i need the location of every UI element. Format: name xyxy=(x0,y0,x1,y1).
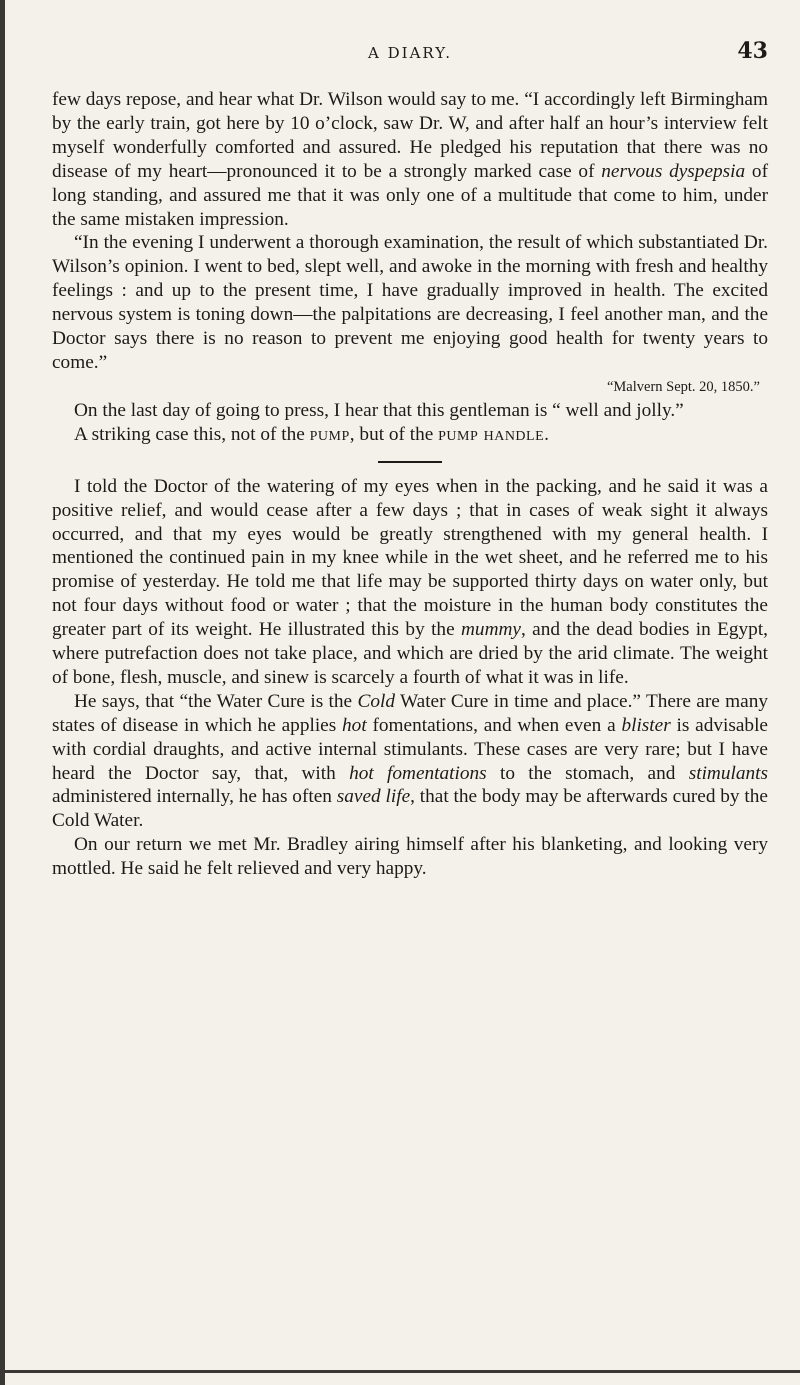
section-divider xyxy=(378,461,442,463)
italic-text: hot fomentations xyxy=(349,762,487,784)
text-run: fomentations, and when even a xyxy=(366,714,622,736)
text-run: few days repose, and hear what Dr. Wilson would say to me. “I accordingly left Birmingham by the early train, got here by 10 o’clock, saw Dr. W, and after half an hour’s interview felt myself wonderfully comforted and assured. He pledged his reputation that there was no disease of my heart—pronounced it to be a strongly marked case of xyxy=(52,89,768,182)
text-run: Water Cure in time and place.” There are many states of disease in which he applies xyxy=(52,690,768,736)
page-edge-shadow xyxy=(0,0,5,1385)
letter-signature: “Malvern Sept. 20, 1850.” xyxy=(606,378,760,395)
text-run: He says, that “the Water Cure is the xyxy=(74,690,358,712)
italic-text: stimulants xyxy=(688,762,768,784)
text-run: administered internally, he has often xyxy=(52,786,337,808)
paragraph-letter-continuation xyxy=(52,88,768,231)
italic-text: mummy xyxy=(461,619,521,641)
paragraph-press: On the last day of going to press, I hear that this gentleman is “ well and jolly.” xyxy=(74,399,684,421)
italic-text: nervous dyspepsia xyxy=(601,160,746,182)
text-run: A striking case this, not of the xyxy=(74,423,310,445)
italic-text: Cold xyxy=(357,690,395,712)
italic-text: saved life xyxy=(336,786,411,808)
text-run: , that the body may be afterwards cured by the Cold Water. xyxy=(52,786,768,832)
page-number: 43 xyxy=(737,38,768,64)
text-run: . xyxy=(544,423,549,445)
body-text xyxy=(52,88,768,881)
small-caps-text: pump xyxy=(309,423,350,445)
text-run: , but of the xyxy=(349,423,439,445)
italic-text: hot xyxy=(342,714,367,736)
paragraph-water-cure xyxy=(52,690,768,833)
text-run: , and the dead bodies in Egypt, where putrefaction does not take place, and which are dried by the arid climate. The weight of bone, flesh, muscle, and sinew is scarcely a fourth of what it was in life. xyxy=(52,619,768,688)
small-caps-text: pump handle xyxy=(438,423,545,445)
page-bottom-edge xyxy=(0,1370,800,1373)
book-page xyxy=(52,38,768,881)
page-header xyxy=(52,38,768,72)
paragraph-evening: “In the evening I underwent a thorough examination, the result of which substantiated Dr. Wilson’s opinion. I went to bed, slept well, and awoke in the morning with fresh and healthy feelings : and up to the present time, I have gradually improved in health. The excited nervous system is toning down—the palpitations are decreasing, I feel another man, and the Doctor says there is no reason to prevent me enjoying good health for twenty years to come.” xyxy=(52,232,768,373)
paragraph-return: On our return we met Mr. Bradley airing himself after his blanketing, and looking very mottled. He said he felt relieved and very happy. xyxy=(52,834,768,880)
text-run: of long standing, and assured me that it was only one of a multitude that come to him, under the same mistaken impression. xyxy=(52,160,768,230)
paragraph-eyes xyxy=(52,475,768,690)
text-run: I told the Doctor of the watering of my eyes when in the packing, and he said it was a positive relief, and would cease after a few days ; that in cases of weak sight it always occurred, and that my eyes would be greatly strengthened with my general health. I mentioned the continued pain in my knee while in the wet sheet, and he referred me to his promise of yesterday. He told me that life may be supported thirty days on water only, but not four days without food or water ; that the moisture in the human body constitutes the greater part of its weight. He illustrated this by the xyxy=(52,475,768,641)
running-title: A DIARY. xyxy=(368,44,452,62)
italic-text: blister xyxy=(621,714,671,736)
paragraph-striking-case xyxy=(52,423,768,447)
text-run: to the stomach, and xyxy=(486,762,689,784)
text-run: is advisable with cordial draughts, and active internal stimulants. These cases are very rare; but I have heard the Doctor say, that, with xyxy=(52,714,768,784)
